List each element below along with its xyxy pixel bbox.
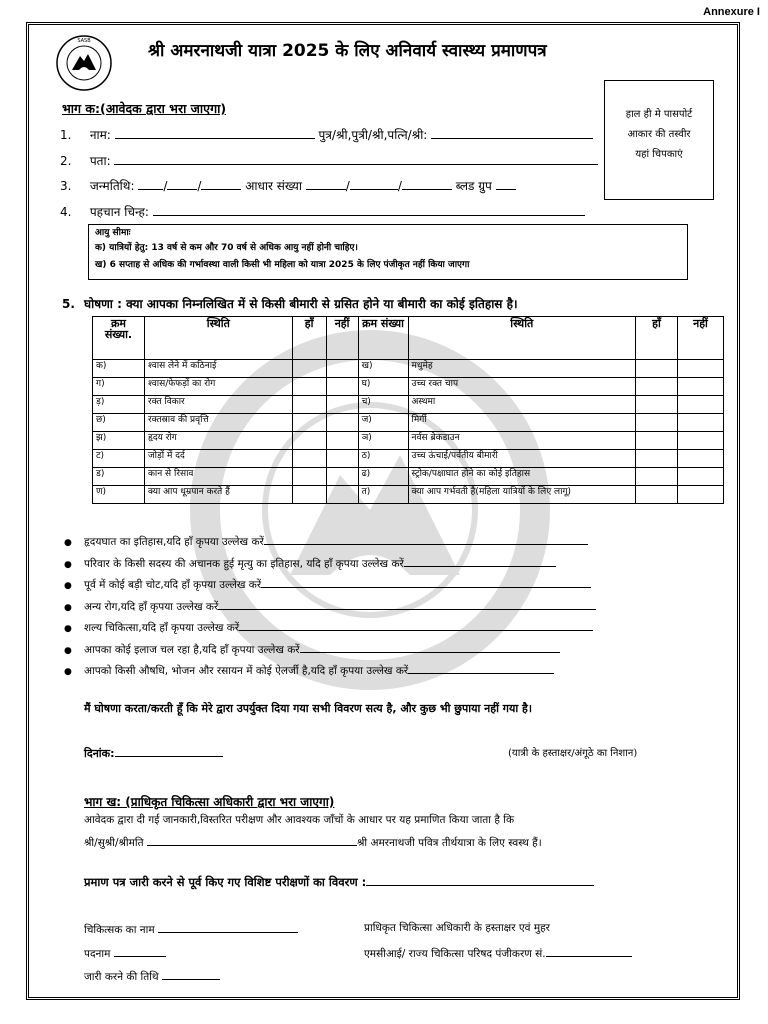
condition-cell: क्या आप गर्भवती है(महिला यात्रियों के लिए लागू): [408, 486, 636, 504]
col-serial-1: क्रम संख्या.: [93, 317, 145, 360]
photo-line-3: यहां चिपकाएं: [635, 149, 683, 160]
medical-history-item: [64, 555, 556, 571]
medical-history-label: हृदयघात का इतिहास,यदि हाँ कृपया उल्लेख करें: [84, 536, 264, 548]
bullet-icon: ●: [64, 538, 72, 548]
no-checkbox-cell[interactable]: [326, 486, 358, 504]
no-checkbox-cell[interactable]: [326, 360, 358, 378]
col-yes-2: हाँ: [636, 317, 678, 360]
designation-row: [84, 945, 166, 961]
condition-cell: रक्तस्राव की प्रवृत्ति: [144, 414, 292, 432]
doctor-name-input[interactable]: [158, 921, 298, 933]
table-row: [93, 360, 724, 378]
condition-cell: हृदय रोग: [144, 432, 292, 450]
serial-cell: ण): [93, 486, 145, 504]
identification-row: [60, 203, 585, 220]
applicant-name-input[interactable]: [147, 834, 357, 846]
yes-checkbox-cell[interactable]: [636, 378, 678, 396]
table-row: [93, 432, 724, 450]
yes-checkbox-cell[interactable]: [636, 414, 678, 432]
doctor-name-label: चिकित्सक का नाम: [84, 924, 155, 936]
field-num: 1.: [60, 128, 72, 142]
medical-history-item: [64, 641, 560, 657]
col-serial-2: क्रम संख्या: [358, 317, 408, 360]
identification-label: पहचान चिन्ह:: [89, 205, 149, 219]
certify-line-1: आवेदक द्वारा दी गई जानकारी,विस्तरित परीक्षण और आवश्यक जाँचों के आधार पर यह प्रमाणित किया जाता है कि: [84, 814, 515, 826]
registration-row: [364, 945, 632, 961]
aadhaar-input-2[interactable]: [350, 178, 398, 190]
bullet-icon: ●: [64, 645, 72, 656]
name-input[interactable]: [115, 127, 315, 139]
self-declaration: मैं घोषणा करता/करती हूँ कि मेरे द्वारा उपर्युक्त दिया गया सभी विवरण सत्य है, और कुछ भी छुपाया नहीं गया है।: [84, 702, 533, 715]
no-checkbox-cell[interactable]: [678, 414, 724, 432]
table-header-row: [93, 317, 724, 360]
no-checkbox-cell[interactable]: [678, 396, 724, 414]
serial-cell: ट): [93, 450, 145, 468]
address-input[interactable]: [114, 153, 598, 165]
medical-history-label: पूर्व में कोई बड़ी चोट,यदि हाँ कृपया उल्लेख करें: [84, 579, 262, 591]
yes-checkbox-cell[interactable]: [292, 360, 326, 378]
yes-checkbox-cell[interactable]: [292, 414, 326, 432]
name-row: [60, 126, 593, 143]
serial-cell: घ): [358, 378, 408, 396]
no-checkbox-cell[interactable]: [326, 396, 358, 414]
serial-cell: ग): [93, 378, 145, 396]
medical-history-input[interactable]: [218, 598, 596, 610]
table-row: [93, 378, 724, 396]
doctor-name-row: [84, 921, 298, 937]
conditions-table: [92, 316, 724, 504]
dob-label: जन्मतिथि:: [89, 179, 135, 193]
serial-cell: क): [93, 360, 145, 378]
age-limit-line-2: ख) 6 सप्ताह से अधिक की गर्भावस्था वाली किसी भी महिला को यात्रा 2025 के लिए पंजीकृत नहीं किया जाएगा: [95, 260, 470, 270]
serial-cell: ख): [358, 360, 408, 378]
tests-input[interactable]: [366, 874, 594, 886]
relation-label: पुत्र/श्री,पुत्री/श्री,पत्नि/श्री:: [318, 128, 428, 142]
signature-label: (यात्री के हस्ताक्षर/अंगूठे का निशान): [508, 748, 638, 759]
yes-checkbox-cell[interactable]: [636, 468, 678, 486]
col-condition-2: स्थिति: [408, 317, 636, 360]
no-checkbox-cell[interactable]: [678, 360, 724, 378]
part-b-heading: भाग ख: (प्राधिकृत चिकित्सा अधिकारी द्वारा भरा जाएगा): [84, 795, 335, 809]
serial-cell: ठ): [358, 450, 408, 468]
no-checkbox-cell[interactable]: [326, 414, 358, 432]
field-num: 5.: [62, 297, 75, 311]
medical-history-input[interactable]: [264, 533, 588, 545]
medical-history-item: [64, 576, 591, 592]
serial-cell: झ): [93, 432, 145, 450]
date-row: [84, 745, 223, 761]
yes-checkbox-cell[interactable]: [636, 486, 678, 504]
condition-cell: जोड़ों में दर्द: [144, 450, 292, 468]
no-checkbox-cell[interactable]: [326, 378, 358, 396]
tests-row: [84, 874, 594, 890]
registration-input[interactable]: [546, 945, 632, 957]
bullet-icon: ●: [64, 667, 72, 677]
condition-cell: मिर्गी: [408, 414, 636, 432]
no-checkbox-cell[interactable]: [678, 486, 724, 504]
no-checkbox-cell[interactable]: [326, 450, 358, 468]
serial-cell: छ): [93, 414, 145, 432]
photo-box[interactable]: [604, 80, 714, 200]
table-row: [93, 468, 724, 486]
identification-input[interactable]: [153, 204, 585, 216]
medical-history-label: शल्य चिकित्सा,यदि हाँ कृपया उल्लेख करें: [84, 622, 240, 634]
dob-month-input[interactable]: [167, 178, 197, 190]
aadhaar-input-1[interactable]: [306, 178, 346, 190]
bullet-icon: ●: [64, 559, 72, 570]
yes-checkbox-cell[interactable]: [636, 360, 678, 378]
table-row: [93, 396, 724, 414]
serial-cell: ड): [93, 468, 145, 486]
disease-declaration-question: [62, 295, 518, 312]
age-limit-box: [88, 224, 688, 280]
age-limit-heading: आयु सीमाः: [95, 228, 131, 238]
certify-line-2: [84, 834, 542, 850]
no-checkbox-cell[interactable]: [326, 432, 358, 450]
col-no-2: नहीं: [678, 317, 724, 360]
condition-cell: कान से रिसाव: [144, 468, 292, 486]
issue-date-input[interactable]: [162, 968, 220, 980]
date-input[interactable]: [115, 745, 223, 757]
aadhaar-label: आधार संख्या: [245, 179, 302, 193]
address-label: पता:: [89, 154, 111, 168]
serial-cell: ढ): [358, 468, 408, 486]
declaration-text: घोषणा : क्या आपका निम्नलिखित में से किसी बीमारी से ग्रसित होने या बीमारी का कोई इतिहास है।: [84, 297, 518, 311]
no-checkbox-cell[interactable]: [678, 450, 724, 468]
no-checkbox-cell[interactable]: [678, 378, 724, 396]
bullet-icon: ●: [64, 602, 72, 613]
dob-day-input[interactable]: [138, 178, 163, 190]
blood-group-label: ब्लड ग्रुप: [455, 179, 492, 193]
shrine-board-logo: [55, 34, 113, 92]
col-condition-1: स्थिति: [144, 317, 292, 360]
yes-checkbox-cell[interactable]: [292, 432, 326, 450]
salutation-label: श्री/सुश्री/श्रीमति: [84, 837, 144, 849]
bullet-icon: ●: [64, 581, 72, 591]
bullet-icon: ●: [64, 624, 72, 634]
serial-cell: च): [358, 396, 408, 414]
condition-cell: मधुमेह: [408, 360, 636, 378]
address-row: [60, 152, 598, 169]
table-row: [93, 414, 724, 432]
name-label: नाम:: [89, 128, 111, 142]
designation-input[interactable]: [114, 945, 166, 957]
yes-checkbox-cell[interactable]: [636, 432, 678, 450]
dob-row: 3. जन्मतिथि: / / आधार संख्या / / ब्लड ग्रुप: [60, 177, 516, 194]
tests-label: प्रमाण पत्र जारी करने से पूर्व किए गए विशिष्ट परीक्षणों का विवरण :: [84, 875, 367, 889]
field-num: 4.: [60, 205, 72, 219]
serial-cell: त): [358, 486, 408, 504]
yes-checkbox-cell[interactable]: [636, 396, 678, 414]
serial-cell: ज): [358, 414, 408, 432]
relation-input[interactable]: [431, 127, 593, 139]
medical-history-input[interactable]: [239, 619, 593, 631]
medical-history-item: [64, 598, 596, 614]
form-title: श्री अमरनाथजी यात्रा 2025 के लिए अनिवार्य स्वास्थ्य प्रमाणपत्र: [148, 41, 547, 61]
yes-checkbox-cell[interactable]: [292, 468, 326, 486]
dob-year-input[interactable]: [201, 178, 241, 190]
field-num: 3.: [60, 179, 72, 193]
medical-history-input[interactable]: [408, 662, 554, 674]
condition-cell: श्वास लेने में कठिनाई: [144, 360, 292, 378]
yes-checkbox-cell[interactable]: [292, 378, 326, 396]
condition-cell: अस्थमा: [408, 396, 636, 414]
medical-history-input[interactable]: [300, 641, 560, 653]
medical-history-item: [64, 533, 588, 549]
condition-cell: श्वास/फेफड़ों का रोग: [144, 378, 292, 396]
part-a-heading: भाग क:(आवेदक द्वारा भरा जाएगा): [62, 101, 227, 116]
age-limit-line-1: क) यात्रियों हेतु: 13 वर्ष से कम और 70 वर्ष से अधिक आयु नहीं होनी चाहिए।: [95, 243, 358, 253]
date-label: दिनांक:: [84, 747, 115, 760]
field-num: 2.: [60, 154, 72, 168]
no-checkbox-cell[interactable]: [326, 468, 358, 486]
table-row: [93, 450, 724, 468]
medical-history-label: आपका कोई इलाज चल रहा है,यदि हाँ कृपया उल्लेख करें: [84, 643, 300, 656]
medical-history-label: अन्य रोग,यदि हाँ कृपया उल्लेख करें: [84, 600, 219, 613]
condition-cell: स्ट्रोक/पक्षाघात होने का कोई इतिहास: [408, 468, 636, 486]
medical-history-label: आपको किसी औषधि, भोजन और रसायन में कोई ऐलर्जी है,यदि हाँ कृपया उल्लेख करें: [84, 665, 409, 677]
condition-cell: रक्त विकार: [144, 396, 292, 414]
yes-checkbox-cell[interactable]: [636, 450, 678, 468]
designation-label: पदनाम: [84, 948, 111, 960]
yes-checkbox-cell[interactable]: [292, 450, 326, 468]
table-row: [93, 486, 724, 504]
no-checkbox-cell[interactable]: [678, 468, 724, 486]
aadhaar-input-3[interactable]: [402, 178, 452, 190]
condition-cell: उच्च ऊंचाई/पर्वतीय बीमारी: [408, 450, 636, 468]
col-no-1: नहीं: [326, 317, 358, 360]
svg-text:SASB: SASB: [77, 38, 91, 44]
issue-date-row: [84, 968, 220, 984]
serial-cell: ड़): [93, 396, 145, 414]
registration-label: एमसीआई/ राज्य चिकित्सा परिषद पंजीकरण सं.: [364, 948, 546, 960]
fit-statement: श्री अमरनाथजी पवित्र तीर्थयात्रा के लिए स्वस्थ हैं।: [356, 837, 542, 849]
officer-sign-label: प्राधिकृत चिकित्सा अधिकारी के हस्ताक्षर एवं मुहर: [364, 922, 550, 934]
issue-date-label: जारी करने की तिथि: [84, 971, 159, 983]
medical-history-input[interactable]: [404, 555, 556, 567]
medical-history-input[interactable]: [261, 576, 591, 588]
serial-cell: ञ): [358, 432, 408, 450]
yes-checkbox-cell[interactable]: [292, 486, 326, 504]
medical-history-item: [64, 662, 554, 678]
medical-history-item: [64, 619, 593, 635]
blood-group-input[interactable]: [496, 178, 516, 190]
condition-cell: उच्च रक्त चाप: [408, 378, 636, 396]
photo-line-2: आकार की तस्वीर: [627, 129, 691, 140]
condition-cell: नर्वस ब्रेकडाउन: [408, 432, 636, 450]
yes-checkbox-cell[interactable]: [292, 396, 326, 414]
no-checkbox-cell[interactable]: [678, 432, 724, 450]
condition-cell: क्या आप धूम्रपान करते हैं: [144, 486, 292, 504]
annexure-label: Annexure I: [703, 6, 760, 18]
col-yes-1: हाँ: [292, 317, 326, 360]
photo-line-1: हाल ही मे पासपोर्ट: [625, 109, 693, 120]
medical-history-label: परिवार के किसी सदस्य की अचानक हुई मृत्यु का इतिहास, यदि हाँ कृपया उल्लेख करें: [84, 557, 404, 570]
